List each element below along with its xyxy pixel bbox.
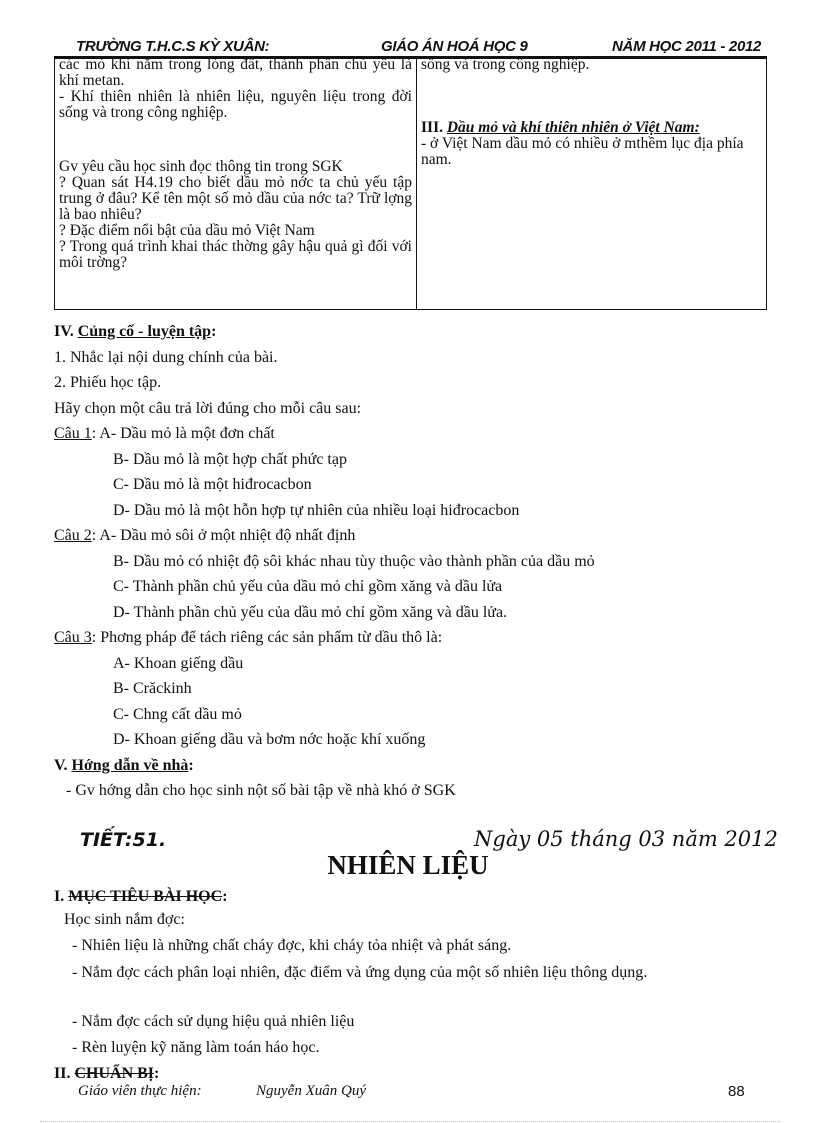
section-ii-heading: II. CHUẨN BỊ: — [54, 1065, 160, 1082]
table-left-q2: ? Đặc điểm nổi bật của dầu mỏ Việt Nam — [59, 222, 315, 239]
q2-option-b: B- Dầu mỏ có nhiệt độ sôi khác nhau tùy thuộc vào thành phần của dầu mỏ — [113, 553, 595, 570]
q3-option-b: B- Crăckinh — [113, 680, 192, 697]
q1-option-d: D- Dầu mỏ là một hỗn hợp tự nhiên của nhiều loại hiđrocacbon — [113, 502, 520, 519]
q2-option-c: C- Thành phần chủ yếu của dầu mỏ chỉ gồm xăng và dầu lửa — [113, 578, 503, 595]
header-school: TRƯỜNG T.H.C.S KỲ XUÂN: — [76, 38, 270, 55]
section-i-heading: I. MỤC TIÊU BÀI HỌC: — [54, 888, 228, 905]
q3-option-c: C- Chng cất dầu mỏ — [113, 706, 242, 723]
lesson-title: NHIÊN LIỆU — [327, 850, 489, 880]
footer-teacher-label: Giáo viên thực hiện: — [78, 1083, 202, 1099]
section-i-line2: - Nhiên liệu là những chất cháy đợc, khi cháy tỏa nhiệt và phát sáng. — [72, 937, 512, 954]
page-bottom-rule — [40, 1121, 780, 1122]
section-i-line5: - Rèn luyện kỹ năng làm toán háo học. — [72, 1039, 320, 1056]
header-subject: GIÁO ÁN HOÁ HỌC 9 — [381, 38, 528, 55]
section5-line1: - Gv hớng dẫn cho học sinh nột số bài tập về nhà khó ở SGK — [66, 782, 456, 799]
table-left-p1: các mỏ khí nằm trong lòng đất, thành phần chủ yếu là khí metan. — [59, 56, 412, 89]
table-left-p3: Gv yêu cầu học sinh đọc thông tin trong SGK — [59, 158, 343, 175]
section-i-line3: - Nắm đợc cách phân loại nhiên, đặc điểm và ứng dụng của một số nhiên liệu thông dụng. — [72, 964, 648, 981]
table-left-q1: ? Quan sát H4.19 cho biết dầu mỏ nớc ta chủ yếu tập trung ở đâu? Kể tên một số mỏ dầu của nớc ta? Trữ lợng là bao nhiêu? — [59, 174, 412, 223]
lesson-number: TIẾT:51. — [80, 829, 167, 851]
header-year: NĂM HỌC 2011 - 2012 — [612, 38, 762, 55]
table-left-p2: - Khí thiên nhiên là nhiên liệu, nguyên liệu trong đời sống và trong công nghiệp. — [59, 88, 412, 121]
section-i-line4: - Nắm đợc cách sử dụng hiệu quả nhiên liệu — [72, 1013, 355, 1030]
lesson-date: Ngày 05 tháng 03 năm 2012 — [474, 827, 778, 851]
q2-option-d: D- Thành phần chủ yếu của dầu mỏ chỉ gồm xăng và dầu lửa. — [113, 604, 508, 621]
q3-option-d: D- Khoan giếng dầu và bơm nớc hoặc khí xuống — [113, 731, 426, 748]
q1-option-c: C- Dầu mỏ là một hiđrocacbon — [113, 476, 312, 493]
q3-question: Câu 3: Phơng pháp để tách riêng các sản phẩm từ dầu thô là: — [54, 629, 443, 646]
table-right-p1: sống và trong công nghiệp. — [421, 56, 590, 73]
section4-line2: 2. Phiếu học tập. — [54, 374, 162, 391]
page-number: 88 — [728, 1083, 745, 1100]
section4-heading: IV. Củng cố - luyện tập: — [54, 323, 217, 340]
table-right-heading: III. Dầu mỏ và khí thiên nhiên ở Việt Nam: — [421, 119, 700, 136]
q2-option-a: Câu 2: A- Dầu mỏ sôi ở một nhiệt độ nhất định — [54, 527, 356, 544]
section4-line1: 1. Nhắc lại nội dung chính của bài. — [54, 349, 278, 366]
footer-teacher-name: Nguyễn Xuân Quý — [256, 1083, 366, 1099]
table-right-p2: - ở Việt Nam dầu mỏ có nhiều ở mthềm lục địa phía nam. — [421, 135, 744, 168]
table-left-q3: ? Trong quá trình khai thác thờng gây hậu quả gì đối với môi trờng? — [59, 238, 412, 271]
teacher-activity-cell — [55, 57, 417, 310]
section4-intro: Hãy chọn một câu trả lời đúng cho mỗi câu sau: — [54, 400, 362, 417]
content-cell — [417, 57, 767, 310]
q1-option-b: B- Dầu mỏ là một hợp chất phức tạp — [113, 451, 347, 468]
q3-option-a: A- Khoan giếng dầu — [113, 655, 244, 672]
lesson-table — [54, 56, 767, 310]
section-i-line1: Học sinh nắm đợc: — [64, 911, 185, 928]
section5-heading: V. Hớng dẫn về nhà: — [54, 757, 194, 774]
q1-option-a: Câu 1: A- Dầu mỏ là một đơn chất — [54, 425, 275, 442]
